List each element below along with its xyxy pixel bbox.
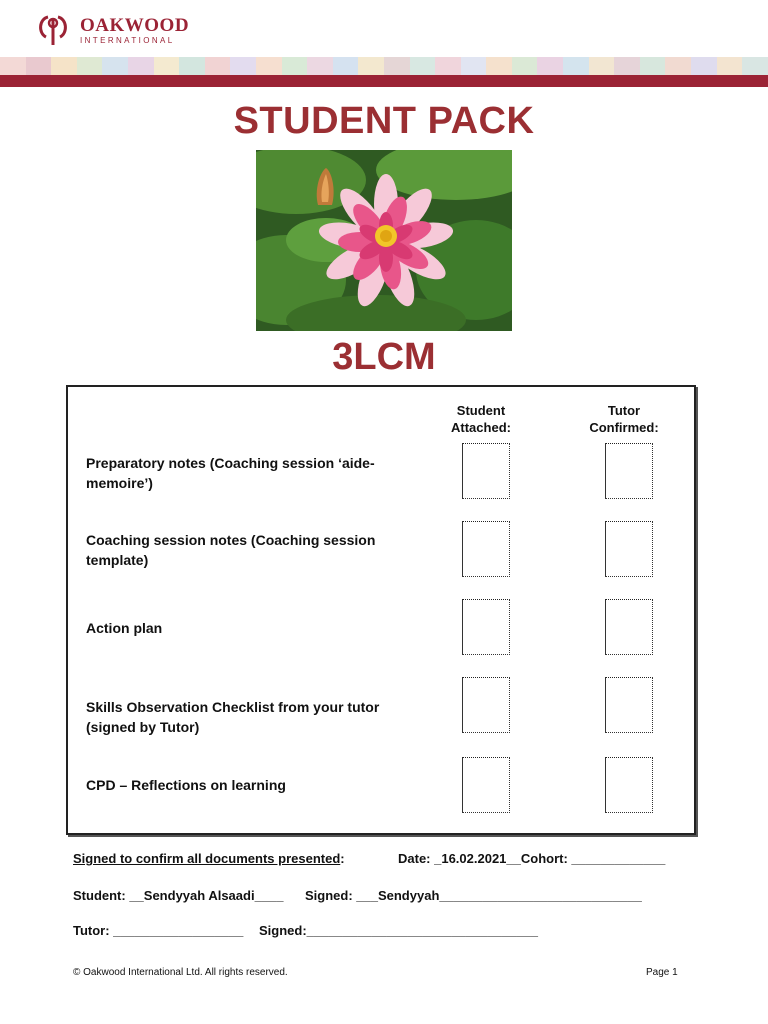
stripe-block — [307, 57, 333, 75]
stripe-block — [282, 57, 308, 75]
item-coaching-session-notes: Coaching session notes (Coaching session template) — [86, 532, 376, 568]
student-name-line: Student: __Sendyyah Alsaadi____ — [73, 888, 284, 903]
item-cpd-reflections: CPD – Reflections on learning — [86, 777, 286, 793]
confirmation-label: Signed to confirm all documents presented — [73, 851, 341, 866]
stripe-block — [77, 57, 103, 75]
item-action-plan: Action plan — [86, 620, 163, 636]
tutor-signature-line: Signed:________________________________ — [259, 923, 539, 938]
tutor-confirmed-checkbox[interactable] — [605, 677, 653, 733]
stripe-block — [333, 57, 359, 75]
stripe-block — [128, 57, 154, 75]
header-bar — [0, 75, 768, 87]
stripe-block — [51, 57, 77, 75]
stripe-block — [512, 57, 538, 75]
stripe-block — [154, 57, 180, 75]
oakwood-logo — [34, 13, 189, 47]
stripe-block — [26, 57, 52, 75]
tutor-confirmed-header: Tutor Confirmed: — [589, 403, 659, 435]
stripe-block — [256, 57, 282, 75]
student-attached-checkbox[interactable] — [462, 521, 510, 577]
page-title: STUDENT PACK — [233, 100, 535, 142]
tutor-confirmed-checkbox[interactable] — [605, 599, 653, 655]
stripe-block — [614, 57, 640, 75]
page-number: Page 1 — [646, 967, 678, 978]
student-attached-header: Student Attached: — [451, 403, 511, 435]
stripe-block — [358, 57, 384, 75]
brand-subtitle: INTERNATIONAL — [80, 35, 175, 45]
student-attached-checkbox[interactable] — [462, 443, 510, 499]
stripe-block — [742, 57, 768, 75]
course-code: 3LCM — [332, 336, 436, 378]
color-stripe — [0, 57, 768, 75]
copyright-notice: © Oakwood International Ltd. All rights reserved. — [73, 967, 288, 978]
date-cohort-line: Date: _16.02.2021__Cohort: _____________ — [398, 851, 666, 866]
stripe-block — [665, 57, 691, 75]
stripe-block — [640, 57, 666, 75]
student-attached-checkbox[interactable] — [462, 677, 510, 733]
stripe-block — [461, 57, 487, 75]
water-lily-photo — [256, 150, 512, 331]
oakwood-emblem-icon — [34, 13, 74, 47]
confirmation-statement: Signed to confirm all documents presented: — [73, 851, 345, 866]
stripe-block — [435, 57, 461, 75]
document-checklist — [66, 385, 696, 835]
stripe-block — [230, 57, 256, 75]
stripe-block — [102, 57, 128, 75]
tutor-confirmed-checkbox[interactable] — [605, 757, 653, 813]
stripe-block — [179, 57, 205, 75]
tutor-confirmed-checkbox[interactable] — [605, 521, 653, 577]
item-preparatory-notes: Preparatory notes (Coaching session ‘aide-memoire’) — [86, 455, 375, 491]
student-attached-checkbox[interactable] — [462, 599, 510, 655]
stripe-block — [384, 57, 410, 75]
tutor-name-line: Tutor: __________________ — [73, 923, 244, 938]
stripe-block — [205, 57, 231, 75]
student-attached-checkbox[interactable] — [462, 757, 510, 813]
tutor-confirmed-checkbox[interactable] — [605, 443, 653, 499]
stripe-block — [486, 57, 512, 75]
stripe-block — [717, 57, 743, 75]
brand-name: OAKWOOD — [80, 14, 190, 36]
stripe-block — [589, 57, 615, 75]
stripe-block — [537, 57, 563, 75]
item-skills-observation-checklist: Skills Observation Checklist from your tutor (signed by Tutor) — [86, 699, 380, 735]
student-signature-line: Signed: ___Sendyyah____________________________ — [305, 888, 642, 903]
stripe-block — [563, 57, 589, 75]
stripe-block — [410, 57, 436, 75]
stripe-block — [691, 57, 717, 75]
stripe-block — [0, 57, 26, 75]
